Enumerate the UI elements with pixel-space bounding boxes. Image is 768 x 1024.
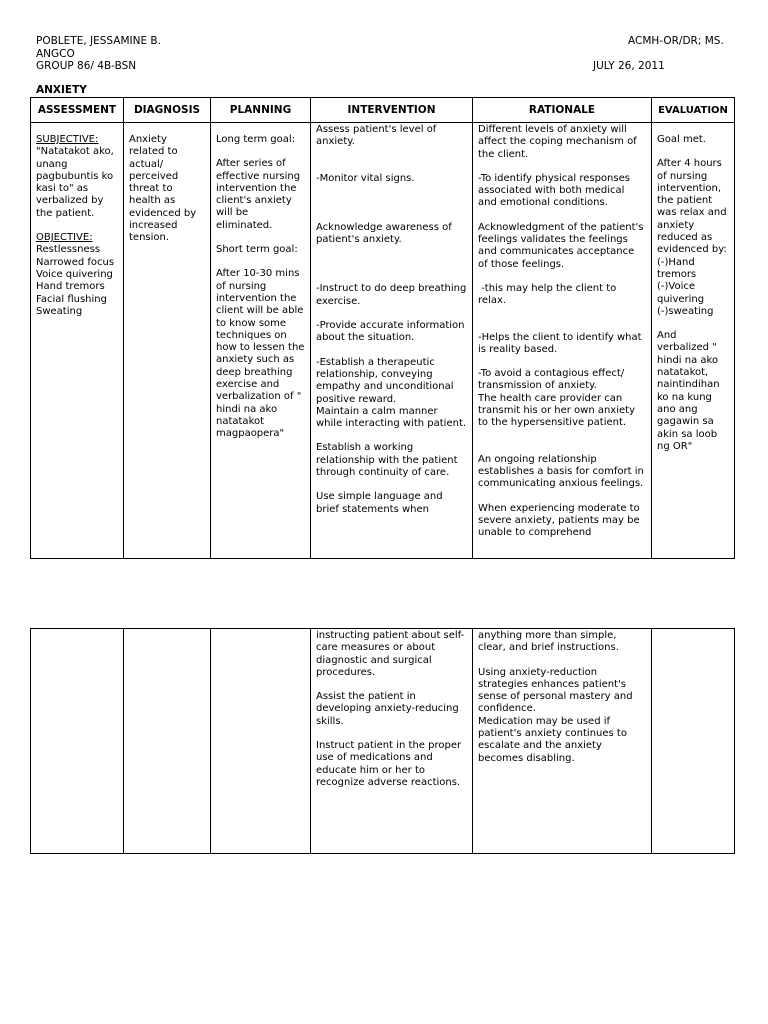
- rationale-item: Different levels of anxiety will affect the coping mechanism of the client.: [478, 124, 637, 160]
- long-term-label: Long term goal:: [216, 134, 296, 145]
- col-intervention: INTERVENTION: [311, 98, 473, 123]
- objective-item: Sweating: [36, 305, 83, 317]
- intervention-item: -Monitor vital signs.: [316, 172, 415, 184]
- rationale-cell-cont: [473, 629, 652, 854]
- intervention-cell: [311, 123, 473, 559]
- intervention-item: Assist the patient in developing anxiety-reducing skills.: [316, 691, 459, 727]
- rationale-item: Using anxiety-reduction strategies enhances patient's sense of personal mastery and confidence.: [478, 666, 633, 715]
- intervention-item: -Provide accurate information about the situation.: [316, 320, 465, 344]
- intervention-item: Acknowledge awareness of patient's anxiety.: [316, 221, 452, 246]
- objective-item: Narrowed focus: [36, 256, 115, 268]
- rationale-cell: [473, 123, 652, 559]
- diagnosis-cell-cont: [124, 629, 211, 854]
- evaluation-text: After 4 hours of nursing intervention, the patient was relax and anxiety reduced as evidenced by:: [657, 158, 727, 256]
- diagnosis-cell: [124, 123, 211, 559]
- evaluation-closing: And verbalized " hindi na ako natatakot, naintindihan ko na kung ano ang gagawin sa akin sa loob ng OR": [657, 330, 720, 452]
- intervention-item: -Instruct to do deep breathing exercise.: [316, 283, 467, 307]
- rationale-item: -To avoid a contagious effect/ transmission of anxiety.: [478, 368, 625, 392]
- objective-item: Restlessness: [36, 244, 101, 256]
- intervention-item: Instruct patient in the proper use of medications and educate him or her to recognize adverse reactions.: [316, 740, 462, 788]
- col-rationale: RATIONALE: [473, 98, 652, 123]
- objective-item: Facial flushing: [36, 293, 107, 305]
- rationale-item: When experiencing moderate to severe anxiety, patients may be unable to comprehend: [478, 502, 640, 539]
- evaluation-status: Goal met.: [657, 134, 706, 145]
- intervention-item: Use simple language and brief statements when: [316, 491, 443, 515]
- rationale-item: -To identify physical responses associated with both medical and emotional conditions.: [478, 172, 630, 209]
- rationale-item: Medication may be used if patient's anxiety continues to escalate and the anxiety becomes disabling.: [478, 715, 627, 764]
- assessment-cell-cont: [31, 629, 124, 854]
- assessment-cell: [31, 123, 124, 559]
- short-term-label: Short term goal:: [216, 244, 298, 256]
- intervention-cell-cont: [311, 629, 473, 854]
- col-diagnosis: DIAGNOSIS: [124, 98, 211, 123]
- objective-label: OBJECTIVE:: [36, 232, 93, 244]
- planning-cell: [211, 123, 311, 559]
- evaluation-cell: [652, 123, 735, 559]
- rationale-item: The health care provider can transmit his or her own anxiety to the hypersensitive patient.: [478, 392, 635, 429]
- long-term-text: After series of effective nursing intervention the client's anxiety will be eliminated.: [216, 158, 301, 231]
- intervention-item: Establish a working relationship with the patient through continuity of care.: [316, 442, 458, 479]
- page-title: ANXIETY: [36, 84, 87, 96]
- intervention-item: Maintain a calm manner while interacting with patient.: [316, 405, 467, 430]
- rationale-item: anything more than simple, clear, and brief instructions.: [478, 630, 619, 654]
- evaluation-item: (-)sweating: [657, 305, 714, 317]
- student-name-cont: ANGCO: [36, 47, 75, 60]
- intervention-item: Assess patient's level of anxiety.: [316, 124, 437, 148]
- rationale-item: An ongoing relationship establishes a basis for comfort in communicating anxious feelings.: [478, 453, 644, 490]
- planning-cell-cont: [211, 629, 311, 854]
- objective-item: Hand tremors: [36, 281, 105, 293]
- intervention-item: instructing patient about self-care measures or about diagnostic and surgical procedures.: [316, 630, 465, 678]
- col-planning: PLANNING: [211, 98, 311, 123]
- intervention-item: -Establish a therapeutic relationship, conveying empathy and unconditional positive reward.: [316, 356, 454, 405]
- student-name: POBLETE, JESSAMINE B.: [36, 35, 161, 47]
- header-left: [36, 35, 161, 73]
- diagnosis-text: Anxiety related to actual/ perceived threat to health as evidenced by increased tension.: [129, 134, 197, 244]
- evaluation-cell-cont: [652, 629, 735, 854]
- col-assessment: ASSESSMENT: [31, 98, 124, 123]
- short-term-text: After 10-30 mins of nursing intervention the client will be able to know some techniques on how to lessen the anxiety such as deep breathing exercise and verbalization of " hindi na ako natatakot magpaopera": [216, 268, 305, 440]
- subjective-text: "Natatakot ako, unang pagbubuntis ko kasi to" as verbalized by the patient.: [36, 146, 114, 219]
- care-plan-table-continued: [30, 628, 735, 854]
- rationale-item: Acknowledgment of the patient's feelings validates the feelings and communicates acceptance of those feelings.: [478, 221, 644, 270]
- group-label: GROUP 86/ 4B-BSN: [36, 60, 137, 72]
- objective-item: Voice quivering: [36, 268, 113, 280]
- col-evaluation: EVALUATION: [652, 98, 735, 123]
- subjective-label: SUBJECTIVE:: [36, 134, 99, 145]
- date-label: JULY 26, 2011: [593, 60, 665, 72]
- evaluation-item: (-)Hand tremors: [657, 256, 697, 280]
- evaluation-item: (-)Voice quivering: [657, 281, 705, 305]
- care-plan-table: [30, 97, 735, 559]
- rationale-item: -this may help the client to relax.: [478, 282, 620, 307]
- rationale-item: -Helps the client to identify what is reality based.: [478, 331, 642, 355]
- assignment-label: ACMH-OR/DR; MS.: [628, 35, 724, 47]
